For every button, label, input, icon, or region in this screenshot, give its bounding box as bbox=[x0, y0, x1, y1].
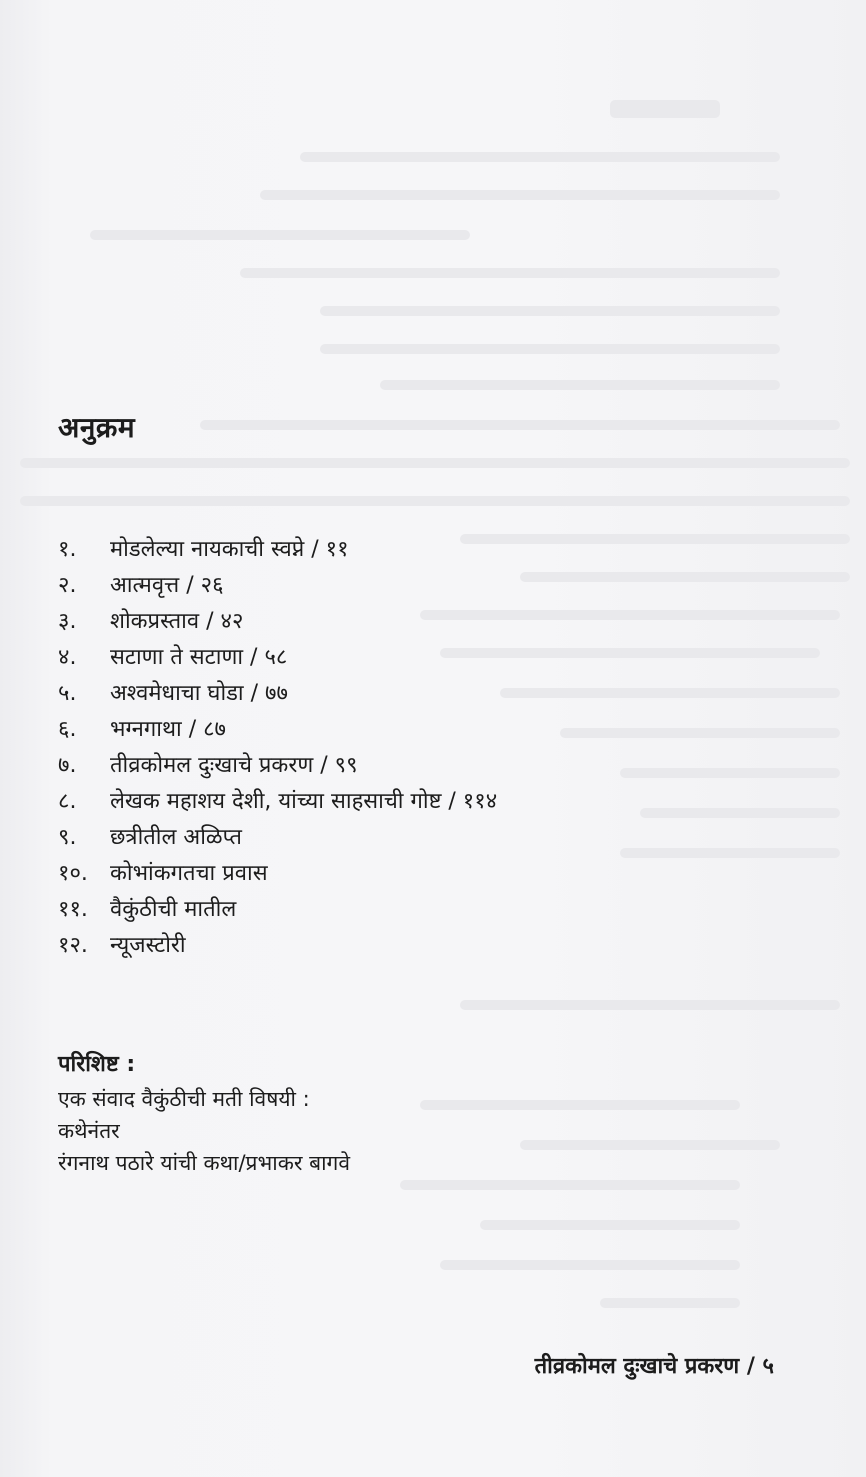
toc-entry-number: १२. bbox=[58, 933, 88, 958]
toc-entry bbox=[58, 712, 818, 748]
toc-entry bbox=[58, 856, 818, 892]
toc-entry-number: १. bbox=[58, 537, 77, 562]
toc-entry-number: ५. bbox=[58, 681, 77, 706]
toc-entry bbox=[58, 784, 818, 820]
toc-entry-title: वैकुंठीची मातील bbox=[110, 897, 237, 922]
appendix-list bbox=[58, 1083, 758, 1179]
toc-entry-number: ४. bbox=[58, 645, 77, 670]
toc-entry bbox=[58, 748, 818, 784]
toc-entry-title: कोभांकगतचा प्रवास bbox=[110, 861, 268, 886]
contents-heading: अनुक्रम bbox=[58, 411, 136, 444]
toc-entry bbox=[58, 604, 818, 640]
appendix-item: एक संवाद वैकुंठीची मती विषयी : bbox=[58, 1087, 310, 1111]
toc-entry-number: ६. bbox=[58, 717, 77, 742]
toc-entry-title: भग्नगाथा / ८७ bbox=[110, 717, 226, 742]
toc-entry-title: न्यूजस्टोरी bbox=[110, 933, 186, 958]
toc-entry bbox=[58, 568, 818, 604]
toc-entry-number: ९. bbox=[58, 825, 77, 850]
toc-entry-number: ७. bbox=[58, 753, 77, 778]
toc-entry bbox=[58, 892, 818, 928]
toc-entry bbox=[58, 640, 818, 676]
toc-entry-number: ८. bbox=[58, 789, 77, 814]
toc-entry-title: शोकप्रस्ताव / ४२ bbox=[110, 609, 244, 634]
toc-entry-number: ११. bbox=[58, 897, 88, 922]
toc-entry bbox=[58, 928, 818, 964]
toc-entry-title: लेखक महाशय देशी, यांच्या साहसाची गोष्ट / ११४ bbox=[110, 789, 498, 814]
running-footer: तीव्रकोमल दुःखाचे प्रकरण / ५ bbox=[534, 1354, 774, 1379]
appendix-item: रंगनाथ पठारे यांची कथा/प्रभाकर बागवे bbox=[58, 1151, 351, 1175]
toc-entry-title: सटाणा ते सटाणा / ५८ bbox=[110, 645, 288, 670]
appendix-item: कथेनंतर bbox=[58, 1119, 120, 1143]
toc-entry-number: ३. bbox=[58, 609, 77, 634]
toc-entry bbox=[58, 676, 818, 712]
toc-entry-title: आत्मवृत्त / २६ bbox=[110, 573, 224, 598]
toc-entry-number: २. bbox=[58, 573, 77, 598]
toc-entry-title: छत्रीतील अळिप्त bbox=[110, 825, 242, 850]
toc-entry bbox=[58, 820, 818, 856]
toc-entry bbox=[58, 532, 818, 568]
toc-entry-number: १०. bbox=[58, 861, 88, 886]
table-of-contents bbox=[58, 532, 818, 964]
toc-entry-title: मोडलेल्या नायकाची स्वप्ने / ११ bbox=[110, 537, 349, 562]
appendix-heading: परिशिष्ट : bbox=[58, 1052, 136, 1077]
toc-entry-title: तीव्रकोमल दुःखाचे प्रकरण / ९९ bbox=[110, 753, 358, 778]
toc-entry-title: अश्वमेधाचा घोडा / ७७ bbox=[110, 681, 288, 706]
